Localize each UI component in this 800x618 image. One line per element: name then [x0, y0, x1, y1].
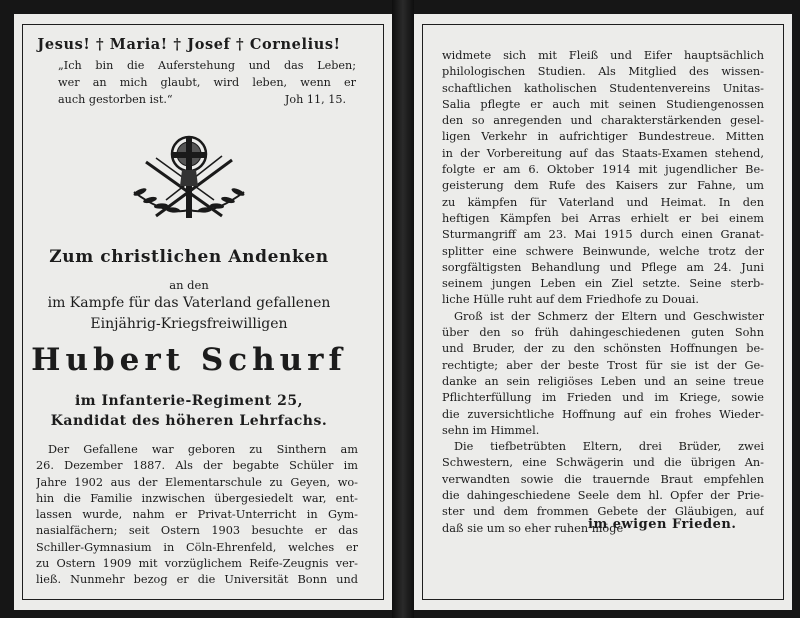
text-line: ließ. Nunmehr bezog er die Universität Bonn und: [36, 573, 358, 587]
an-den-text: an den: [169, 278, 209, 292]
text-line: die dahingeschiedene Seele dem hl. Opfer der Prie-: [442, 489, 764, 503]
text-line: liche Hülle ruht auf dem Friedhofe zu Douai.: [442, 293, 700, 307]
text-line: zu Ostern 1909 mit vorzüglichem Reife-Zeugnis ver-: [36, 557, 358, 571]
quote-line: „Ich bin die Auferstehung und das Leben;: [58, 59, 356, 72]
regiment-line: im Infanterie-Regiment 25,: [74, 393, 304, 409]
text-line: rechtigte; aber der beste Trost für sie ist der Ge-: [442, 358, 764, 372]
quote-line: wer an mich glaubt, wird leben, wenn er: [58, 76, 356, 89]
text-line: Der Gefallene war geboren zu Sinthern am: [48, 443, 358, 456]
closing-phrase: im ewigen Frieden.: [588, 517, 737, 532]
text-line: den so anregenden und charakterstärkenden gesel-: [442, 114, 764, 128]
text-line: ligen Verkehr in aufrichtiger Bundestreue. Mitten: [442, 130, 764, 144]
text-line: Pflichterfüllung im Frieden und im Kriege, sowie: [442, 391, 764, 405]
text-line: splitter eine schwere Beinwunde, welche trotz der: [442, 244, 764, 258]
fallen-line: im Kampfe für das Vaterland gefallenen: [47, 295, 331, 311]
text-line: schaftlichen katholischen Studentenvereins Unitas-: [442, 81, 764, 95]
text-line: heftigen Kämpfen bei Arras erhielt er bei einem: [442, 211, 764, 225]
quote-reference: Joh 11, 15.: [284, 93, 346, 106]
right-biography: [442, 48, 764, 537]
cross-swords-emblem-icon: [126, 130, 252, 230]
text-line: lassen wurde, nahm er Privat-Unterricht in Gym-: [36, 508, 358, 522]
invocation-heading: Jesus! † Maria! † Josef † Cornelius!: [37, 36, 341, 53]
text-line: widmete sich mit Fleiß und Eifer hauptsächlich: [442, 49, 764, 62]
text-line: und Bruder, der zu den schönsten Hoffnungen be-: [442, 342, 764, 356]
text-line: sorgfältigsten Behandlung und Pflege am 24. Juni: [442, 260, 764, 274]
text-line: zu kämpfen für Vaterland und Heimat. In den: [442, 195, 764, 209]
text-line: Die tiefbetrübten Eltern, drei Brüder, zwei: [454, 440, 764, 454]
text-line: Groß ist der Schmerz der Eltern und Geschwister: [454, 309, 764, 323]
text-line: folgte er am 6. Oktober 1914 mit jugendlicher Be-: [442, 163, 764, 177]
text-line: 26. Dezember 1887. Als der begabte Schüler im: [36, 459, 358, 473]
text-line: danke an sein religiöses Leben und an seine treue: [442, 374, 764, 388]
candidate-line: Kandidat des höheren Lehrfachs.: [50, 413, 328, 429]
volunteer-line: Einjährig-Kriegsfreiwilligen: [90, 316, 288, 332]
text-line: Sturmangriff am 23. Mai 1915 durch einen Granat-: [442, 228, 764, 242]
left-biography: [36, 442, 358, 589]
text-line: Salia pflegte er auch mit seinen Studiengenossen: [442, 97, 764, 111]
memorial-heading: Zum christlichen Andenken: [49, 247, 329, 267]
text-line: sehn im Himmel.: [442, 423, 540, 437]
text-line: Schiller-Gymnasium in Cöln-Ehrenfeld, welches er: [36, 540, 358, 554]
quote-last-text: auch gestorben ist.“: [58, 93, 173, 106]
quote-line-last: [58, 91, 356, 108]
text-line: hin die Familie inzwischen übergesiedelt war, ent-: [36, 491, 358, 505]
text-line: daß sie um so eher ruhen möge: [442, 521, 624, 535]
text-line: geisterung dem Rufe des Kaisers zur Fahne, um: [442, 179, 764, 193]
text-line: in der Vorbereitung auf das Staats-Examen stehend,: [442, 146, 764, 160]
text-line: ster und dem frommen Gebete der Gläubigen, auf: [442, 505, 764, 519]
text-line: verwandten sowie die trauernde Braut empfehlen: [442, 472, 764, 486]
scripture-quote: [58, 57, 356, 108]
text-line: philologischen Studien. Als Mitglied des wissen-: [442, 65, 764, 79]
card-fold: [392, 0, 414, 618]
text-line: die zuversichtliche Hoffnung auf ein frohes Wieder-: [442, 407, 764, 421]
text-line: seinem jungen Leben ein Ziel setzte. Seine sterb-: [442, 277, 764, 291]
text-line: Jahre 1902 aus der Elementarschule zu Geyen, wo-: [36, 475, 358, 489]
text-line: Schwestern, eine Schwägerin und die übrigen An-: [442, 456, 764, 470]
deceased-name: Hubert Schurf: [31, 342, 347, 378]
text-line: nasialfächern; seit Ostern 1903 besuchte er das: [36, 524, 358, 538]
text-line: über den so früh dahingeschiedenen guten Sohn: [442, 326, 764, 340]
